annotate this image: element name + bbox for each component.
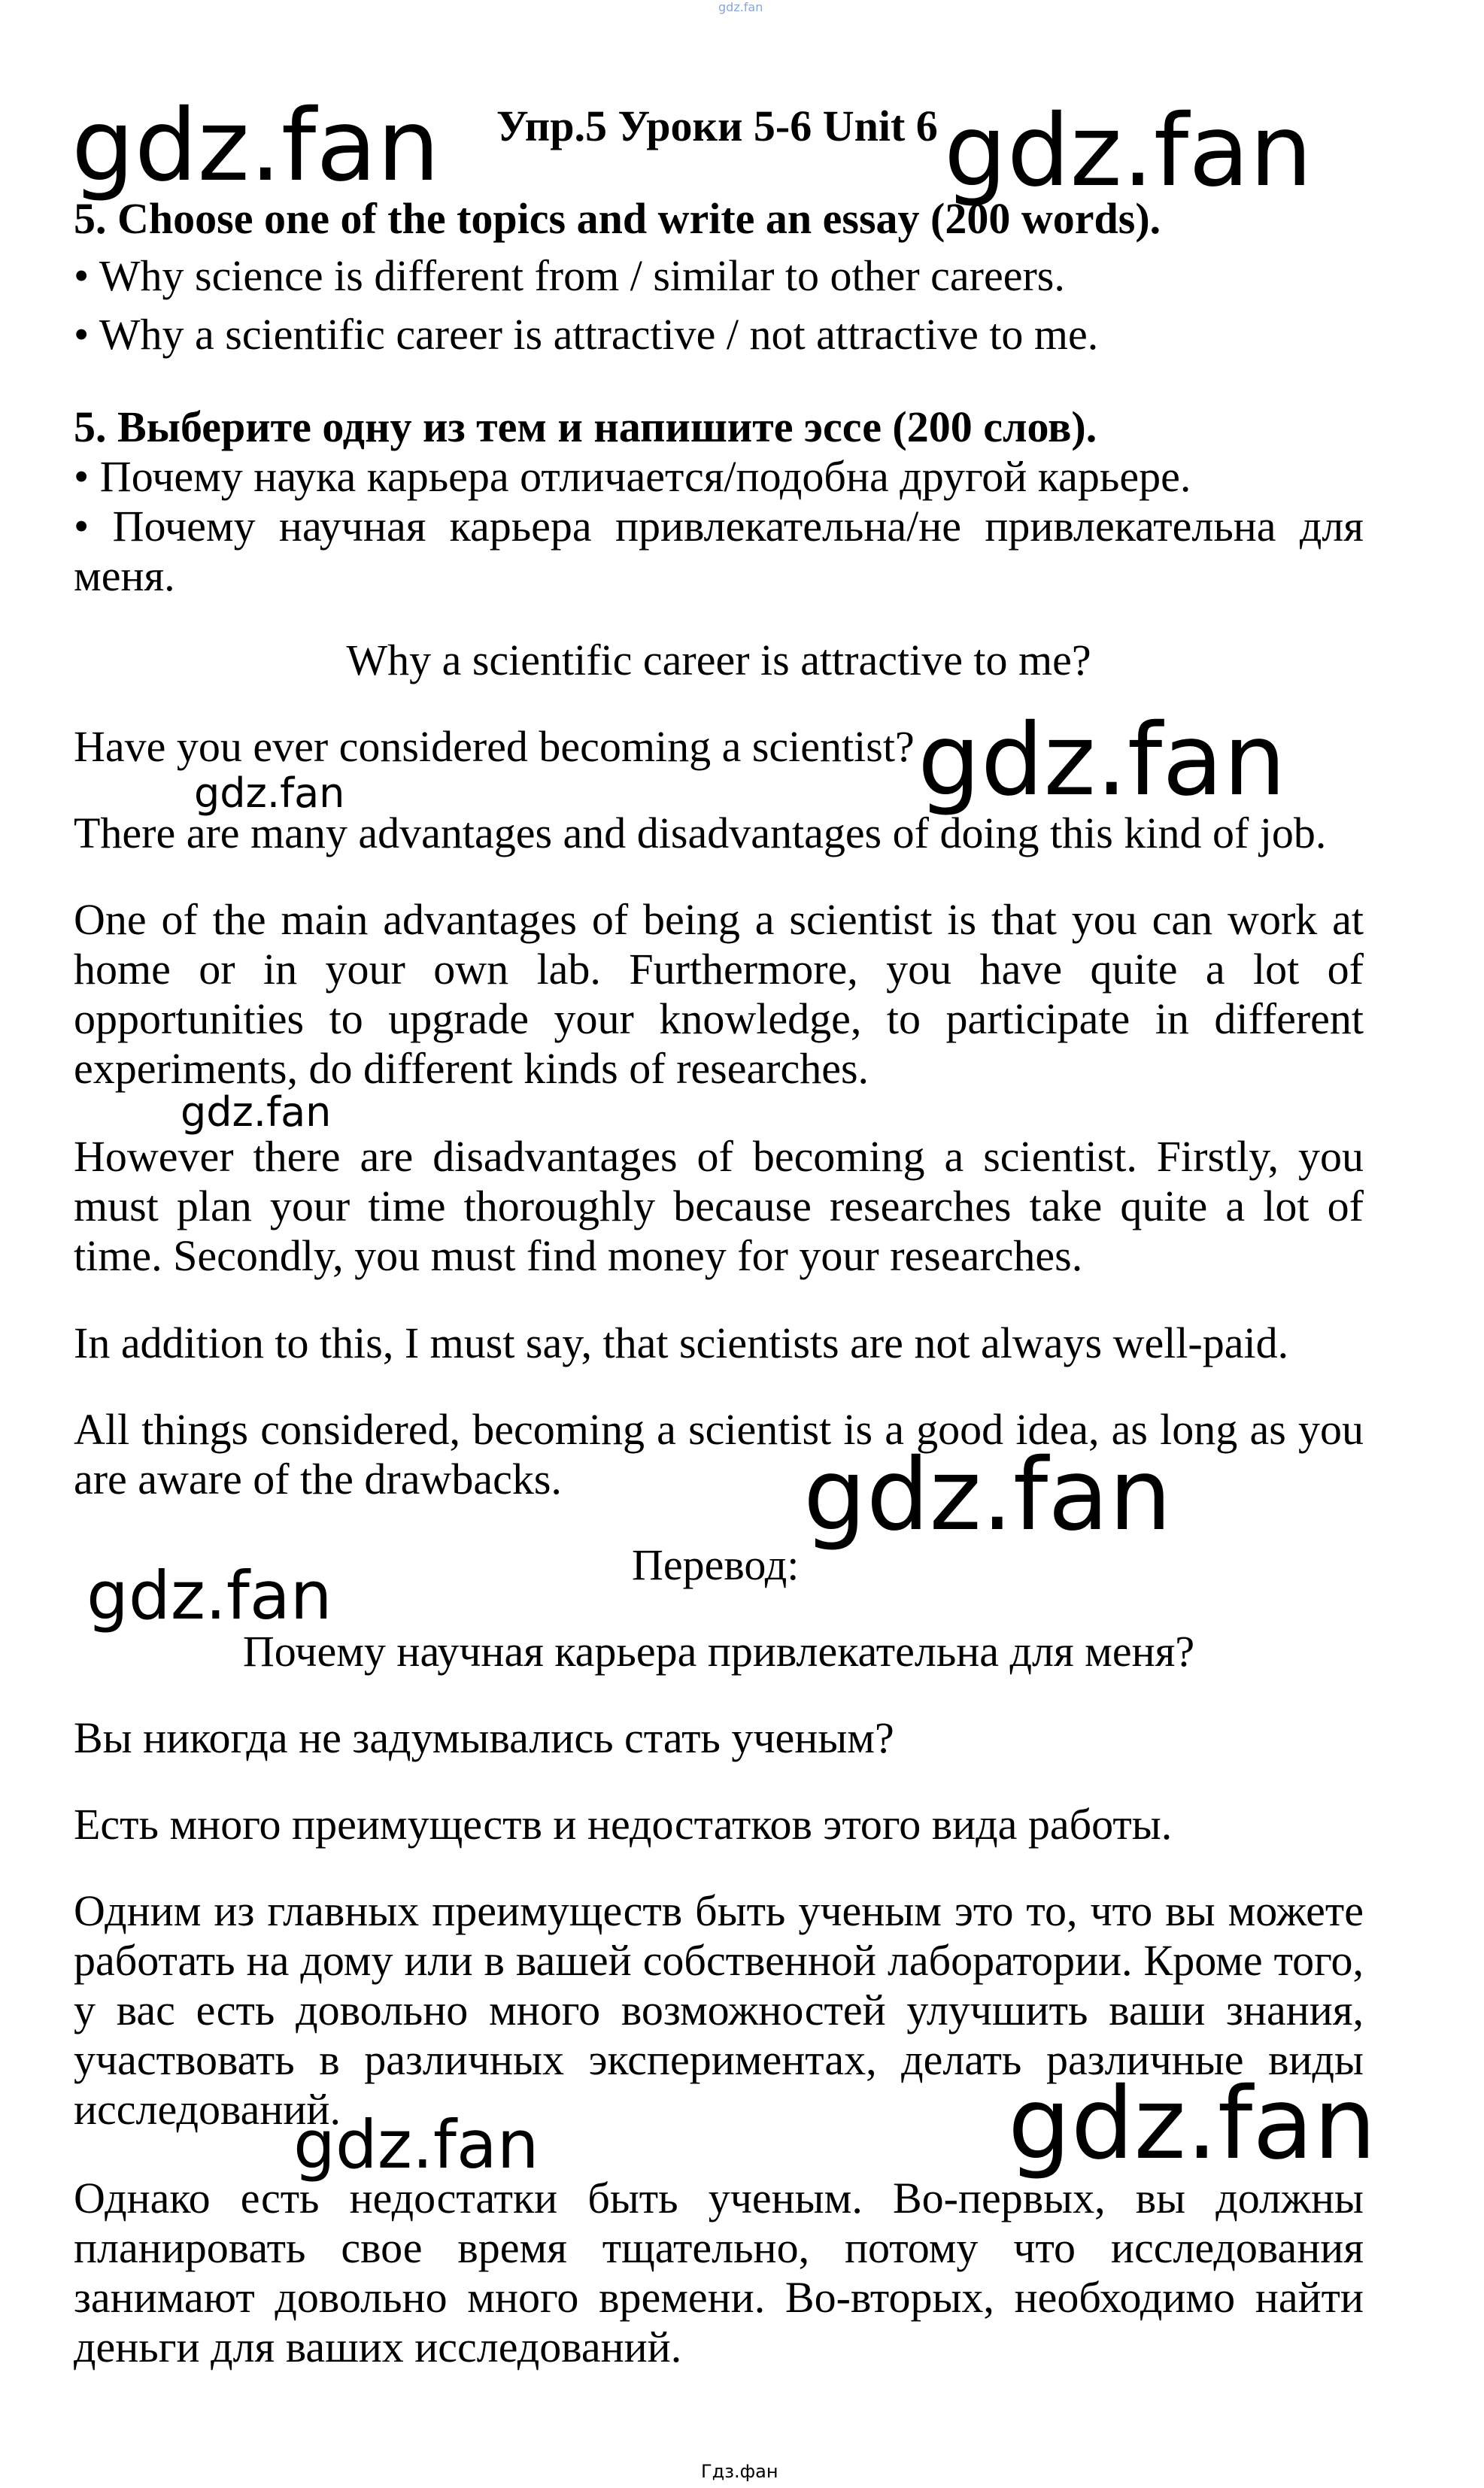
task-ru-block	[74, 402, 1364, 601]
essay-paragraph-5: In addition to this, I must say, that scientists are not always well-paid.	[74, 1318, 1289, 1367]
translation-paragraph-1: Вы никогда не задумывались стать ученым?	[74, 1713, 894, 1762]
watermark: gdz.fan	[1008, 2066, 1376, 2182]
watermark: gdz.fan	[71, 88, 440, 204]
footer-label: Гдз.фан	[701, 2461, 778, 2482]
translation-paragraph-3: Одним из главных преимуществ быть ученым это то, что вы можете работать на дому или в вашей собственной лаборатории. Кроме того, у вас есть довольно много возможностей улучшить ваши знания, участвовать в различных экспериментах, делать различные виды исследований.	[74, 1886, 1364, 2134]
task-en-bullet-2: • Why a scientific career is attractive / not attractive to me.	[74, 310, 1099, 359]
task-ru-bullet-2: • Почему научная карьера привлекательна/не привлекательна для меня.	[74, 502, 1364, 600]
translation-label: Перевод:	[632, 1540, 800, 1589]
essay-paragraph-4: However there are disadvantages of becoming a scientist. Firstly, you must plan your time thoroughly because researches take quite a lot of time. Secondly, you must find money for your researches.	[74, 1132, 1364, 1280]
task-en-bullet-1: • Why science is different from / similar to other careers.	[74, 251, 1065, 300]
essay-title: Why a scientific career is attractive to me?	[346, 636, 1091, 684]
watermark: gdz.fan	[181, 1088, 332, 1136]
watermark: gdz.fan	[918, 702, 1286, 818]
translation-paragraph-2: Есть много преимуществ и недостатков этого вида работы.	[74, 1800, 1173, 1849]
task-ru-heading: 5. Выберите одну из тем и напишите эссе (200 слов).	[74, 402, 1097, 451]
essay-paragraph-2: There are many advantages and disadvantages of doing this kind of job.	[74, 809, 1327, 857]
task-en-block	[74, 194, 1364, 360]
top-link[interactable]: gdz.fan	[718, 0, 763, 14]
task-ru-bullet-1: • Почему наука карьера отличается/подобна другой карьере.	[74, 452, 1191, 501]
translation-title: Почему научная карьера привлекательна для меня?	[242, 1627, 1195, 1676]
watermark: gdz.fan	[293, 2106, 539, 2183]
watermark: gdz.fan	[944, 93, 1313, 209]
watermark: gdz.fan	[194, 769, 345, 817]
watermark: gdz.fan	[803, 1437, 1172, 1553]
page-title: Упр.5 Уроки 5-6 Unit 6	[496, 102, 938, 150]
essay-paragraph-6: All things considered, becoming a scientist is a good idea, as long as you are aware of the drawbacks.	[74, 1405, 1364, 1503]
translation-paragraph-4: Однако есть недостатки быть ученым. Во-первых, вы должны планировать свое время тщательно, потому что исследования занимают довольно много времени. Во-вторых, необходимо найти деньги для ваших исследований.	[74, 2174, 1364, 2371]
essay-paragraph-1: Have you ever considered becoming a scientist?	[74, 722, 915, 771]
watermark: gdz.fan	[86, 1557, 332, 1634]
task-en-heading: 5. Choose one of the topics and write an essay (200 words).	[74, 194, 1161, 243]
essay-paragraph-3: One of the main advantages of being a scientist is that you can work at home or in your own lab. Furthermore, you have quite a lot of opportunities to upgrade your knowledge, to participate in different experiments, do different kinds of researches.	[74, 895, 1364, 1093]
